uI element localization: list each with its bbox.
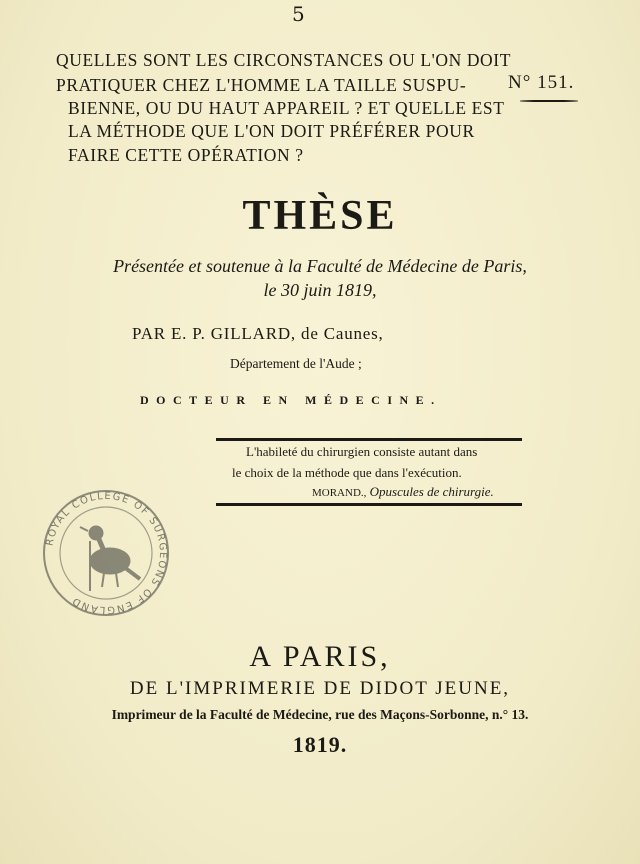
page-number: 5 (292, 2, 305, 26)
epigraph-rule-top (216, 438, 522, 441)
question-line: BIENNE, OU DU HAUT APPAREIL ? ET QUELLE EST (68, 98, 505, 118)
publisher-detail: Imprimeur de la Faculté de Médecine, rue des Maçons-Sorbonne, n.° 13. (111, 707, 529, 722)
publisher: DE L'IMPRIMERIE DE DIDOT JEUNE, (129, 678, 511, 699)
question-line: PRATIQUER CHEZ L'HOMME LA TAILLE SUSPU- (56, 75, 467, 95)
stamp-emblem-icon (80, 526, 140, 591)
author-line: PAR E. P. GILLARD, de Caunes, (132, 324, 384, 343)
year: 1819. (292, 732, 348, 757)
epigraph-work: Opuscules de chirurgie. (369, 484, 494, 499)
degree: DOCTEUR EN MÉDECINE. (140, 393, 442, 407)
epigraph-line: L'habileté du chirurgien consiste autant dans (246, 444, 478, 459)
epigraph-attribution (312, 484, 494, 500)
epigraph-author: MORAND., (312, 487, 367, 499)
place: A PARIS, (249, 640, 391, 673)
epigraph-line: le choix de la méthode que dans l'exécution. (232, 465, 462, 480)
department: Département de l'Aude ; (230, 356, 362, 371)
epigraph-rule-bottom (216, 503, 522, 506)
subtitle-line: Présentée et soutenue à la Faculté de Médecine de Paris, (113, 256, 527, 276)
document-title: THÈSE (242, 193, 398, 239)
question-line: FAIRE CETTE OPÉRATION ? (68, 145, 304, 165)
thesis-number-underline (520, 100, 578, 102)
thesis-number: N° 151. (508, 72, 575, 93)
stamp-text: ROYAL COLLEGE OF SURGEONS OF ENGLAND (44, 490, 169, 616)
question-line: QUELLES SONT LES CIRCONSTANCES OU L'ON DOIT (56, 50, 512, 70)
question-line: LA MÉTHODE QUE L'ON DOIT PRÉFÉRER POUR (68, 121, 475, 141)
library-stamp (40, 487, 172, 619)
subtitle-line: le 30 juin 1819, (263, 280, 377, 300)
